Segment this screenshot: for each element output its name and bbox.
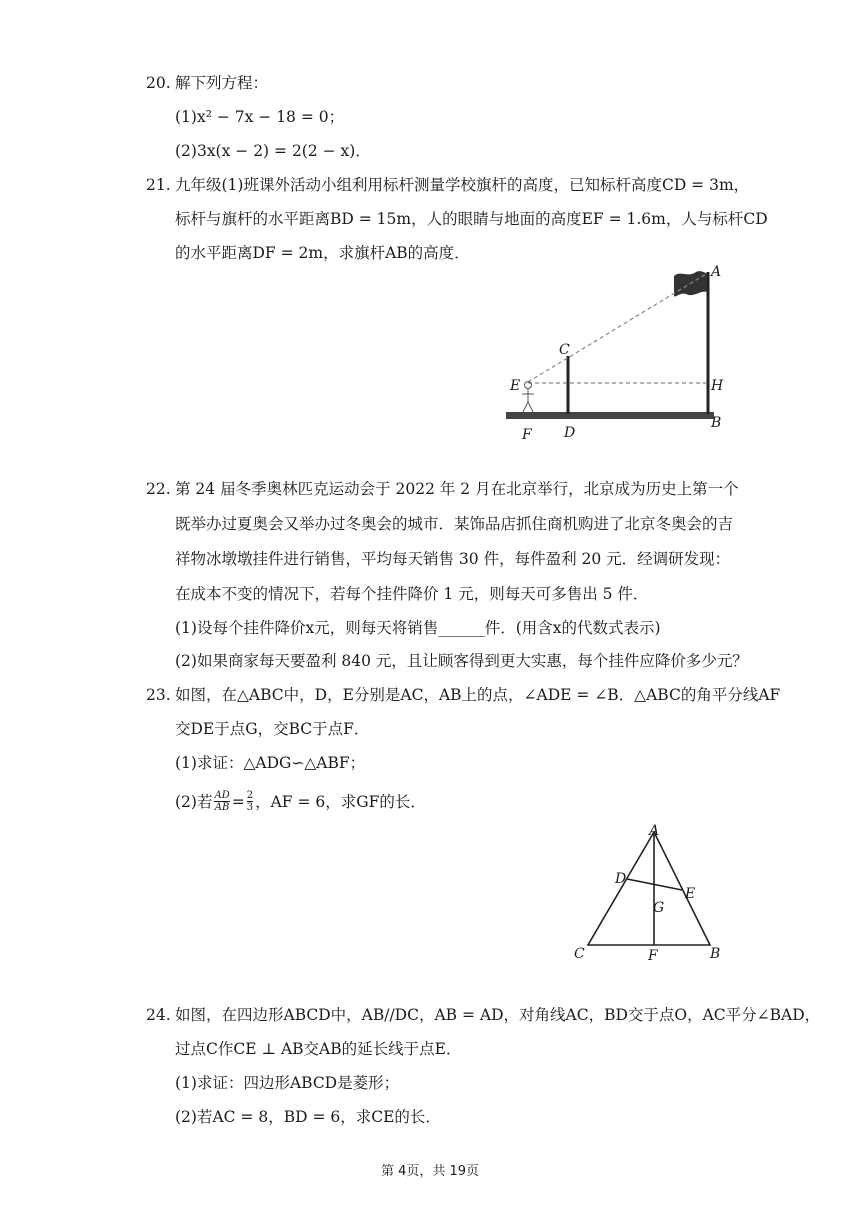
fraction-ad-ab <box>214 790 229 813</box>
label-g: G <box>653 900 665 916</box>
fraction2-numerator: 2 <box>246 790 254 801</box>
q21-line1: 九年级(1)班课外活动小组利用标杆测量学校旗杆的高度，已知标杆高度CD = 3m， <box>175 176 750 194</box>
q23-line2: 交DE于点G，交BC于点F． <box>175 720 370 738</box>
q22-line5: (1)设每个挂件降价x元，则每天将销售______件．(用含x的代数式表示) <box>175 619 661 637</box>
fraction-numerator: AD <box>214 790 230 801</box>
page-footer: 第 4页，共 19页 <box>380 1164 480 1179</box>
q22-line1: 第 24 届冬季奥林匹克运动会于 2022 年 2 月在北京举行，北京成为历史上第一个 <box>175 480 739 498</box>
sight-line-eca <box>528 274 706 382</box>
fraction2-denominator: 3 <box>246 802 254 813</box>
label-f: F <box>648 948 658 964</box>
label-c: C <box>559 342 570 358</box>
q22-line6: (2)如果商家每天要盈利 840 元，且让顾客得到更大实惠，每个挂件应降价多少元？ <box>175 652 748 670</box>
q23-line4-eq: = <box>231 792 245 811</box>
label-a: A <box>711 264 722 280</box>
q21-line3: 的水平距离DF = 2m，求旗杆AB的高度． <box>175 244 470 262</box>
q20-stem: 解下列方程： <box>175 74 269 92</box>
label-e: E <box>510 378 521 394</box>
q23-line4-prefix: (2)若 <box>175 792 213 811</box>
q23-number: 23. <box>146 686 171 704</box>
fraction-denominator: AB <box>214 802 230 813</box>
q21-number: 21. <box>146 176 171 194</box>
q24-line4: (2)若AC = 8，BD = 6，求CE的长． <box>175 1108 441 1126</box>
label-c: C <box>574 946 585 962</box>
q23-line1: 如图，在△ABC中，D，E分别是AC，AB上的点，∠ADE = ∠B．△ABC的角平分线AF <box>175 686 781 704</box>
label-a: A <box>649 823 660 839</box>
label-b: B <box>711 415 722 431</box>
q23-line3: (1)求证：△ADG∽△ABF； <box>175 754 366 772</box>
q24-line1: 如图，在四边形ABCD中，AB//DC，AB = AD，对角线AC，BD交于点O，AC平分∠BAD， <box>175 1006 821 1024</box>
person-icon <box>522 382 534 413</box>
q20-number: 20. <box>146 74 171 92</box>
q23-line4-suffix: ，AF = 6，求GF的长． <box>255 792 426 811</box>
label-d: D <box>615 871 627 887</box>
q20-part2: (2)3x(x − 2) = 2(2 − x)． <box>175 142 371 160</box>
q20-part1: (1)x² − 7x − 18 = 0； <box>175 108 345 126</box>
q23-line4 <box>175 790 426 813</box>
q24-number: 24. <box>146 1006 171 1024</box>
label-d: D <box>564 425 576 441</box>
q24-line3: (1)求证：四边形ABCD是菱形； <box>175 1074 400 1092</box>
q22-line4: 在成本不变的情况下，若每个挂件降价 1 元，则每天可多售出 5 件． <box>175 585 649 603</box>
label-e: E <box>685 886 696 902</box>
label-h: H <box>711 378 724 394</box>
label-b: B <box>710 946 721 962</box>
q22-line3: 祥物冰墩墩挂件进行销售，平均每天销售 30 件，每件盈利 20 元．经调研发现： <box>175 550 731 568</box>
fraction-2-3 <box>247 790 253 813</box>
flagpole-diagram <box>500 262 730 447</box>
label-f: F <box>522 427 532 443</box>
q22-number: 22. <box>146 480 171 498</box>
ground-bar <box>506 412 714 419</box>
q24-line2: 过点C作CE ⊥ AB交AB的延长线于点E． <box>175 1040 462 1058</box>
triangle-diagram <box>570 822 730 967</box>
q21-line2: 标杆与旗杆的水平距离BD = 15m，人的眼睛与地面的高度EF = 1.6m，人与标杆CD <box>175 210 768 228</box>
q22-line2: 既举办过夏奥会又举办过冬奥会的城市．某饰品店抓住商机购进了北京冬奥会的吉 <box>175 515 734 533</box>
